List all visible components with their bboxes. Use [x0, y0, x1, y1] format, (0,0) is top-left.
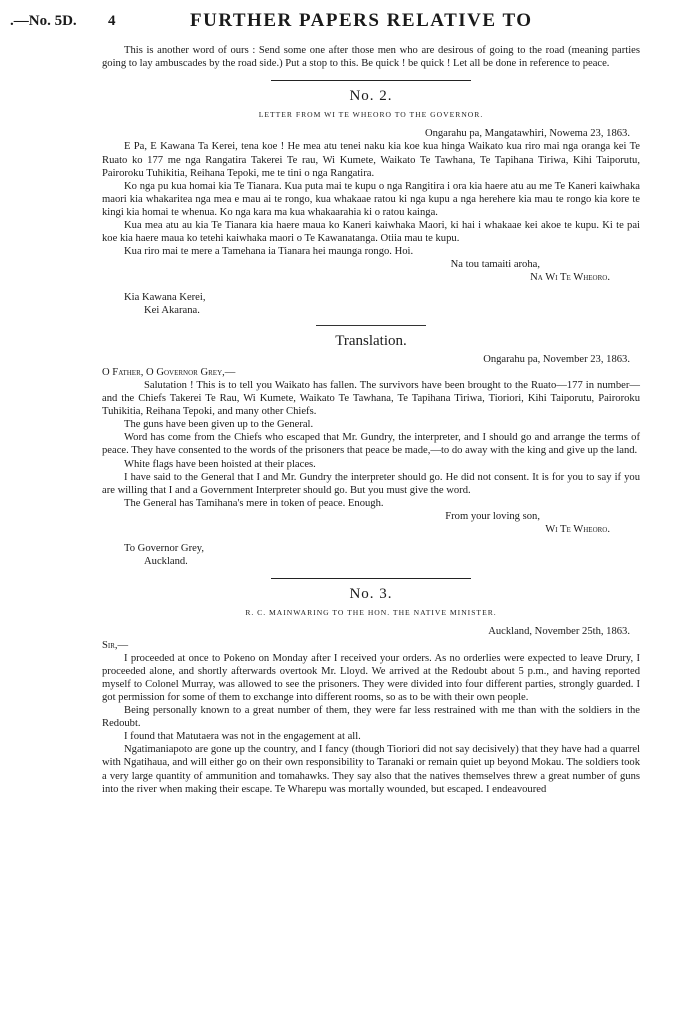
maori-letter — [102, 127, 640, 316]
letter-paragraph: Kua mea atu au kia Te Tianara kia haere maua ko Kaneri kaiwhaka Maori, ki hai i whakaae kei akoe te kupu. Ki te pai koe kia haere maua ko tetehi kaiwhaka maori o Te Kawanatanga. Otiia mau te kupu. — [102, 220, 640, 245]
letter-addressee: To Governor Grey, — [124, 543, 205, 555]
intro-paragraph: This is another word of ours : Send some one after those men who are desirous of going to the road (meaning parties going to lay ambuscades by the road side.) Put a stop to this. Be quick ! be quick ! Let all be done in reference to peace. — [102, 45, 640, 70]
letter-paragraph: Salutation ! This is to tell you Waikato has fallen. The survivors have been brought to the Ruato—177 in number—and the Chiefs Takerei Te Rau, Wi Kumete, Waikato Te Tawhana, Te Tapihana Tiriwa, Tioriori, Kihi Taiporutu, Pairoroku Tuhikitia, Reihana Tepoki, and many other Chiefs. — [102, 379, 640, 418]
letter-paragraph: E Pa, E Kawana Ta Kerei, tena koe ! He mea atu tenei naku kia koe kua hinga Waikato kua riro mai nga oranga kei Te Ruato ko 177 me nga Rangatira Takerei Te rau, Wi Kumete, Waikato Te Tawhana, Te Tapihana Tiriwa, Kihi Taiporutu, Pairoroku Tuhikitia, Reihana Tepoki, me te tini o nga Rangatira. — [102, 141, 640, 179]
running-title: FURTHER PAPERS RELATIVE TO — [190, 10, 533, 31]
letter-paragraph: Ngatimaniapoto are gone up the country, and I fancy (though Tioriori did not say decisively) that they have had a quarrel with Ngatihaua, and will either go on their own responsibility to Taranaki or remain quiet up beyond Mokau. The soldiers took a very large quantity of ammunition and tomahawks. They say also that the natives themselves threw a great number of guns into the river when making their escape. Te Wharepu was mortally wounded, but escaped. I endeavoured — [102, 744, 640, 795]
letter-closing: Na tou tamaiti aroha, — [450, 259, 540, 271]
letter-address: Auckland. — [144, 556, 188, 568]
section-heading: R. C. MAINWARING TO THE HON. THE NATIVE MINISTER. — [245, 608, 497, 618]
translation-letter — [102, 332, 640, 569]
section-divider — [271, 578, 471, 579]
letter-signature: Wi Te Wheoro. — [545, 524, 610, 535]
paper-reference: .—No. 5D. — [10, 13, 77, 29]
letter-salutation: Sir,— — [102, 639, 129, 651]
page-body — [102, 44, 640, 796]
letter-dateline: Auckland, November 25th, 1863. — [488, 626, 630, 638]
letter-paragraph: I proceeded at once to Pokeno on Monday after I received your orders. As no orderlies were expected to leave Drury, I proceeded alone, and shortly afterwards overtook Mr. Lloyd. We arrived at the Redoubt about 5 p.m., and having reported myself to Colonel Murray, was allowed to see the prisoners. They were divided into four different parties, strongly guarded. I got permission for some of them to exchange into different rooms, so as to be with their own people. — [102, 652, 640, 703]
translation-divider — [316, 325, 426, 326]
letter-paragraph: White flags have been hoisted at their places. — [124, 458, 316, 470]
section-no-2 — [102, 90, 640, 568]
page-header — [10, 10, 642, 34]
section-divider — [271, 80, 471, 81]
letter-paragraph: The General has Tamihana's mere in token of peace. Enough. — [124, 497, 384, 509]
letter-addressee: Kia Kawana Kerei, — [124, 291, 206, 303]
section-number: No. 3. — [349, 586, 393, 603]
section-number: No. 2. — [349, 88, 393, 105]
letter-paragraph: I have said to the General that I and Mr. Gundry the interpreter should go. He did not consent. It is for you to say if you are willing that I and a Government Interpreter should go. But you must give the word. — [102, 471, 640, 496]
letter-paragraph: The guns have been given up to the General. — [124, 419, 314, 431]
page-number: 4 — [108, 13, 116, 29]
letter-closing: From your loving son, — [445, 510, 540, 522]
letter-paragraph: Being personally known to a great number of them, they were far less restrained with me than with the soldiers in the Redoubt. — [102, 705, 640, 730]
translation-heading: Translation. — [335, 332, 407, 349]
section-heading: LETTER FROM WI TE WHEORO TO THE GOVERNOR. — [258, 110, 484, 120]
letter-salutation: O Father, O Governor Grey,— — [102, 366, 236, 378]
letter-signature: Na Wi Te Wheoro. — [530, 272, 610, 284]
letter-address: Kei Akarana. — [144, 304, 200, 316]
letter-dateline: Ongarahu pa, Mangatawhiri, Nowema 23, 1863. — [424, 128, 630, 140]
letter-paragraph: I found that Matutaera was not in the engagement at all. — [124, 731, 361, 743]
letter-paragraph: Word has come from the Chiefs who escaped that Mr. Gundry, the interpreter, and I should go and arrange the terms of peace. They have consented to the words of the prisoners that peace be made,—to do away with the king and give up the land. — [102, 432, 640, 457]
letter-dateline: Ongarahu pa, November 23, 1863. — [483, 353, 630, 365]
letter-paragraph: Ko nga pu kua homai kia Te Tianara. Kua puta mai te kupu o nga Rangitira i ora kia haere atu au me Te Kaneri kaiwhaka maori kia whakaritea nga mea e mau ai te rongo, kua whakaae ratou ki nga kupu a nga herehere kia mau te rongo kia kore te kingi kia homai te whenua. Ko nga kara ma kua whakaarahia ki o ratou kainga. — [102, 180, 640, 218]
section-no-3 — [102, 588, 640, 795]
letter-paragraph: Kua riro mai te mere a Tamehana ia Tianara hei maunga rongo. Hoi. — [124, 246, 414, 258]
